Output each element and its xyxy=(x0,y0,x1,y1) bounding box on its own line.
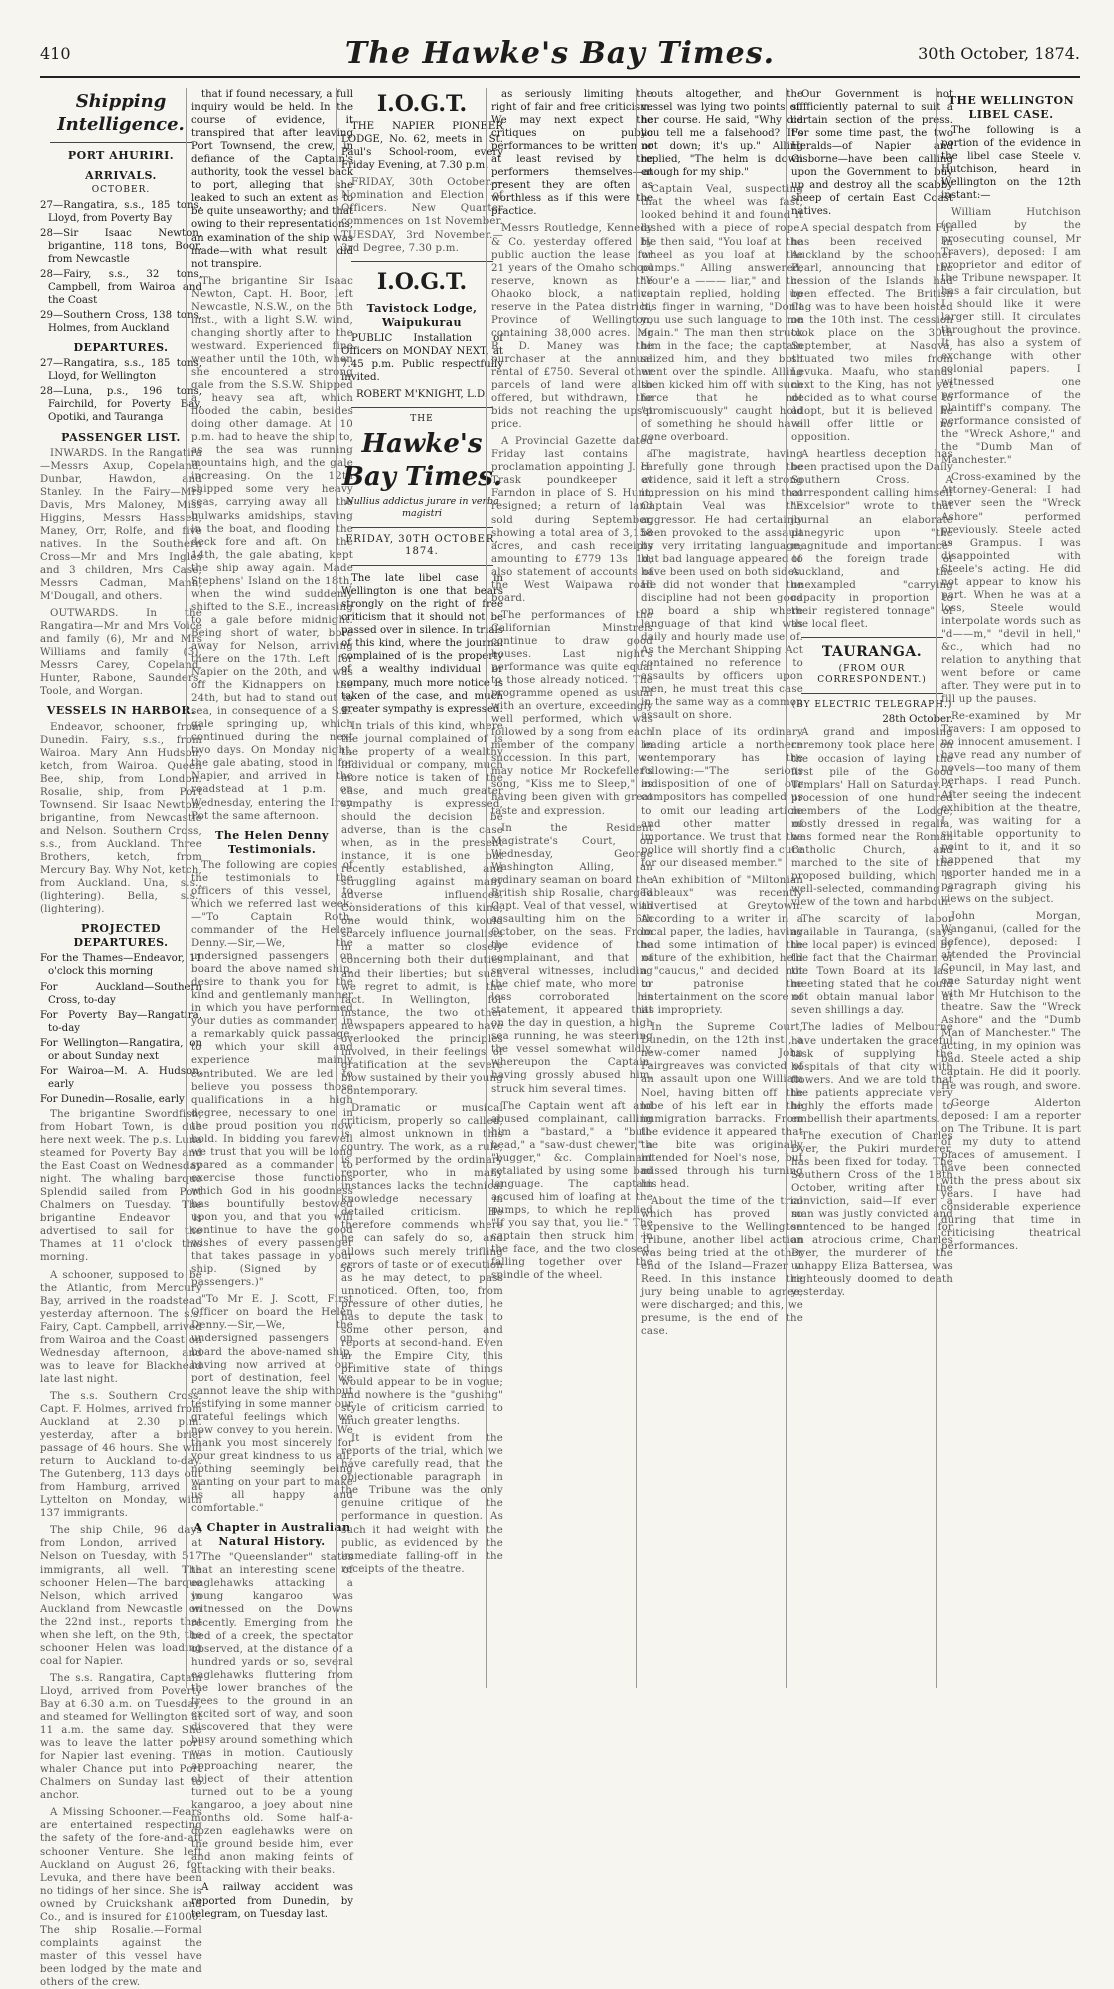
article-body: In place of its ordinary leading article a northern contemporary has the following:—"The serious indisposition of one of our compositors has compelled us to omit our leading article and other matter of importance. We trust that the police will shortly find a cure for our diseased member." xyxy=(641,727,803,869)
shipping-news: A schooner, supposed to be the Atlantic, from Mercury Bay, arrived in the roadstead yesterday afternoon. The s.s. Fairy, Capt. Campbell, arrived from Wairoa and the Coast on Wednesday afternoon, and was to leave for Blackhead late last night. xyxy=(40,1269,202,1385)
article-body: In the Supreme Court, Dunedin, on the 12th inst., a new-comer named John Fairgreaves was convicted of an assault upon one William Noel, having bitten off the lobe of his left ear in the immigration barracks. From the evidence it appeared that the bite was originally intended for Noel's nose, but missed through his turning his head. xyxy=(641,1022,803,1190)
motto: Nullius addictus jurare in verba magistri xyxy=(345,496,499,520)
article-body: The performances of the Californian Minstrels continue to draw good houses. Last night's performance was quite equal to those already noticed. The programme opened as usual with an overture, exceedingly well performed, which was followed by a song from each member of the company in succession. In this part, we may notice Mr Rockefeller's song, "Kiss me to Sleep," as having been given with great taste and expression. xyxy=(491,609,653,817)
projected-entry: For the Thames—Endeavor, 11 o'clock this morning xyxy=(40,953,202,978)
divider xyxy=(801,637,943,638)
article-body: A Provincial Gazette dated Friday last contains a proclamation appointing J. H. Trask poundkeeper at Farndon in place of S. Hunt, resigned; a return of land sold during September, showing a total area of 3,158 acres, and cash receipts amounting to £779 13s 1d; also statement of accounts of the West Waipawa road board. xyxy=(491,436,653,604)
arrivals-heading: ARRIVALS. xyxy=(85,169,157,183)
column-6 xyxy=(786,88,953,1688)
article-body: Messrs Routledge, Kennedy & Co. yesterday offered by public auction the lease for 21 years of the Omaho school reserve, known as the Ohaoko block, a native reserve in the Patea district, Province of Wellington, containing 38,000 acres. Mr R. D. Maney was the purchaser at the annual rental of £750. Several other parcels of land were also offered, but withdrawn, the bids not reaching the upset price. xyxy=(491,223,653,431)
tauranga-heading: TAURANGA. xyxy=(821,643,923,660)
the-label: THE xyxy=(410,414,434,425)
passenger-text: OUTWARDS. In the Rangatira—Mr and Mrs Voice and family (6), Mr and Mrs Williams and family (3), Messrs Carey, Copeland, Hunter, Rabone, Saunders, Toole, and Worgan. xyxy=(40,608,202,698)
article-body: that if found necessary, a full inquiry would be held. In the course of evidence, it transpired that after leaving Port Townsend, the crew, in defiance of the Captain's authority, took the vessel back to port, alleging that she leaked to such an extent as to be quite unseaworthy; and that owing to their representations, an examination of the ship was made—with what result did not transpire. xyxy=(191,89,353,270)
libel-heading: THE WELLINGTON LIBEL CASE. xyxy=(947,94,1075,122)
column-1 xyxy=(40,88,202,1988)
article-body: The following is a portion of the evidence in the libel case Steele v. Hutchison, heard in Wellington on the 12th instant:— xyxy=(941,125,1081,202)
column-3 xyxy=(336,88,503,1688)
article-body: The execution of Charles Dyer, the Pukiri murderer, has been fixed for today. The Southern Cross of the 18th October, writing after the conviction, said—If ever a man was justly convicted and sentenced to be hanged for an atrocious crime, Charles Dyer, the murderer of the unhappy Eliza Battersea, was righteously doomed to death yesterday. xyxy=(791,1130,953,1299)
article-body: A heartless deception has been practised upon the Daily Southern Cross. A correspondent calling himself "Excelsior" wrote to that journal an elaborate panegyric upon "the magnitude and importance" of the foreign trade of Auckland, and the unexampled "carrying capacity in proportion to their registered tonnage" of the local fleet. xyxy=(791,449,953,630)
projected-entry: For Wellington—Rangatira, on or about Sunday next xyxy=(40,1037,202,1062)
article-body: outs altogether, and the vessel was lying two points off her course. He said, "Why did you tell me a falsehood? It's not down; it's up." Alling replied, "The helm is down enough for my ship." xyxy=(641,89,803,179)
shipping-news: The s.s. Rangatira, Captain Lloyd, arrived from Poverty Bay at 6.30 a.m. on Tuesday, and steamed for Wellington at 11 a.m. the same day. She was to leave the latter port for Napier last evening. The whaler Chance put into Port Chalmers on Sunday last to anchor. xyxy=(40,1672,202,1802)
iogt-title: I.O.G.T. xyxy=(376,268,468,295)
port-heading: PORT AHURIRI. xyxy=(67,149,175,163)
article-body: A grand and imposing ceremony took place here on the occasion of laying the first pile of the Good Templars' Hall on Saturday. A procession of one hundred members of the Lodge, mostly dressed in regalia, was formed near the Roman Catholic Church, and marched to the site of the proposed building, which is well-selected, commanding a view of the town and harbour. xyxy=(791,727,953,909)
issue-date: 30th October, 1874. xyxy=(918,44,1080,63)
iogt-notice: PUBLIC Installation of Officers on MONDAY NEXT, at 7.45 p.m. Public respectfully invited. xyxy=(341,332,503,384)
arrival-entry: 27—Rangatira, s.s., 185 tons, Lloyd, from Poverty Bay xyxy=(40,199,202,224)
chapter-heading: A Chapter in Australian Natural History. xyxy=(193,1521,351,1549)
shipping-news: A Missing Schooner.—Fears are entertained respecting the safety of the fore-and-aft schooner Venture. She left Auckland on August 26, for Levuka, and there have been no tidings of her since. She is owned by Cruickshank and Co., and is insured for £1000. The ship Rosalie.—Formal complaints against the master of this vessel have been lodged by the mate and others of the crew. xyxy=(40,1807,202,1988)
paper-title: Hawke's Bay Times. xyxy=(342,428,502,492)
shipping-news: The brigantine Swordfish, from Hobart Town, is due here next week. The p.s. Luna steamed for Poverty Bay and the East Coast on Wednesday night. The whaling barque Splendid sailed from Port Chalmers on Tuesday. The brigantine Endeavor is advertised to sail for the Thames at 11 o'clock this morning. xyxy=(40,1108,202,1264)
article-body: The "Queenslander" states that an interesting scene of eaglehawks attacking a young kangaroo was witnessed on the Downs recently. Emerging from the bed of a creek, the spectator observed, at the distance of a hundred yards or so, several eaglehawks fluttering from the lower branches of the trees to the ground in an excited sort of way, and soon discovered that they were busy around something which was in motion. Cautiously approaching nearer, the object of their attention turned out to be a young kangaroo, a joey about nine months old. Some half-a-dozen eaglehawks were on the ground beside him, ever and anon making feints of attacking with their beaks. xyxy=(191,1552,353,1877)
masthead xyxy=(40,36,1080,78)
passenger-text: INWARDS. In the Rangatira—Messrs Axup, Copeland, Dunbar, Hawdon, and Stanley. In the Fairy—Mrs Davis, Mrs Maloney, Miss Higgins, Messrs Hassell, Maney, Orr, Rolfe, and five natives. In the Southern Cross—Mr and Mrs Ingles and 3 children, Mrs Case, Messrs Cadman, Mann, M'Dougall, and others. xyxy=(40,447,202,603)
arrival-entry: 28—Fairy, s.s., 32 tons, Campbell, from Wairoa and the Coast xyxy=(40,268,202,307)
column-7 xyxy=(936,88,1081,1688)
article-body: The brigantine Sir Isaac Newton, Capt. H. Boor, left Newcastle, N.S.W., on the 5th inst., with a light S.W. wind, changing shortly after to the westward. Experienced fine weather until the 10th, when she encountered a strong gale from the S.S.W. Shipped a heavy sea aft, which flooded the cabin, besides doing other damage. At 10 p.m. had to heave the ship to, as the sea was running mountains high, and the gale increasing. On the 12th shipped some very heavy seas, carrying away all the bulwarks amidships, staving in the boat, and flooding the deck fore and aft. On the 14th, the gale abating, kept the ship away again. Made Stephens' Island on the 18th, when the wind suddenly shifted to the S.E., increasing to a gale before midnight. Being short of water, bore away for Nelson, arriving there on the 17th. Left for Napier on the 20th, and was off the Kidnappers on the 24th, but had to stand out to sea, in consequence of a S.E. gale springing up, which continued during the next two days. On Monday night, the gale abating, stood in for Napier, and arrived in the roadstead at 1 p.m. on Wednesday, entering the Iron Pot the same afternoon. xyxy=(191,275,353,822)
shipping-title: Shipping Intelligence. xyxy=(57,91,185,136)
article-body: Our Government is not sufficiently paternal to suit a certain section of the press. For some time past, the two Heralds—of Napier and Gisborne—have been calling upon the Government to buy up and destroy all the scabby sheep of certain East Coast natives. xyxy=(791,89,953,218)
vessels-text: Endeavor, schooner, from Dunedin. Fairy, s.s., from Wairoa. Mary Ann Hudson, ketch, from Wairoa. Queen Bee, ship, from London. Rosalie, ship, from Port Townsend. Sir Isaac Newton, brigantine, from Newcastle and Nelson. Southern Cross, s.s., from Auckland. Three Brothers, ketch, from Mercury Bay. Why Not, ketch, from Auckland. Una, s.s., (lightering). Bella, s.s., (lightering). xyxy=(40,721,202,916)
article-body: "To Mr E. J. Scott, First Officer on board the Helen Denny.—Sir,—We, the undersigned passengers on board the above-named ship, having now arrived at our port of destination, feel we cannot leave the ship without testifying in some manner our grateful feelings which we now convey to you herein. We thank you most sincerely for your great kindness to us all, nothing seemingly being wanting on your part to make us all happy and comfortable." xyxy=(191,1294,353,1515)
arrivals-month: OCTOBER. xyxy=(91,185,151,196)
newspaper-title: The Hawke's Bay Times. xyxy=(344,36,776,71)
vessels-heading: VESSELS IN HARBOR. xyxy=(46,704,196,718)
article-body: The ladies of Melbourne have undertaken the graceful task of supplying the hospitals of that city with flowers. And we are told that the patients appreciate very highly the efforts made to embellish their apartments. xyxy=(791,1022,953,1125)
article-body: Cross-examined by the Attorney-General: I had never seen the "Wreck Ashore" performed previously. Steele acted as Grampus. I was disappointed with Steele's acting. He did not appear to know his part. When he was at a loss, Steele would interpolate words such as "d——m," "devil in hell," &c., which had no relation to anything that went before or came after. They were put in to fill up the pauses. xyxy=(941,472,1081,706)
tauranga-sub: (FROM OUR CORRESPONDENT.) xyxy=(817,663,927,686)
column-4 xyxy=(486,88,653,1688)
tauranga-telegraph: (BY ELECTRIC TELEGRAPH.) xyxy=(791,699,953,710)
projected-entry: For Wairoa—M. A. Hudson, early xyxy=(40,1065,202,1090)
article-body: In the Resident Magistrate's Court, on Wednesday, George Washington Alling, an ordinary seaman on board the British ship Rosalie, charged Capt. Veal of that vessel, with assaulting him on the 6th October, on the seas. From the evidence of the complainant, and that of several witnesses, including the chief mate, who more or less corroborated his statement, it appeared that on the day in question, a high sea running, he was steering the vessel somewhat wildly, whereupon the Captain, having grossly abused him, struck him several times. xyxy=(491,822,653,1095)
dateline: FRIDAY, 30TH OCTOBER, 1874. xyxy=(345,533,499,558)
divider xyxy=(351,261,493,262)
article-body: A railway accident was reported from Dunedin, by telegram, on Tuesday last. xyxy=(191,1882,353,1920)
leader-text: In trials of this kind, where the journal complained of is the property of a wealthy individual or company, much more notice is taken of the case, and much greater sympathy is expressed, should the decision be adverse, than is the case when, as in the present instance, it is one but recently established, and struggling against many adverse influences. Considerations of this kind, one would think, would scarcely influence journalists in a matter so closely concerning both their duties and their liberties; but such we regret to admit, is the fact. In Wellington, for instance, the two other newspapers appeared to have overlooked the principles involved, in their feelings of gratification at the severe blow sustained by their young contemporary. xyxy=(341,720,503,1097)
page-number: 410 xyxy=(40,44,71,63)
columns xyxy=(40,88,1081,1988)
shipping-news: The ship Chile, 96 days from London, arrived at Nelson on Tuesday, with 517 immigrants, all well. The schooner Helen—The barque Nelson, which arrived in Auckland from Newcastle on the 22nd inst., reports that when she left, on the 9th, the schooner Helen was loading coal for Napier. xyxy=(40,1525,202,1667)
divider xyxy=(50,142,192,143)
article-body: About the time of the trial which has proved so expensive to the Wellington Tribune, another libel action was being tried at the other end of the Island—Frazer v. Reed. In this instance the jury being unable to agree, were discharged; and this, we presume, is the end of the case. xyxy=(641,1195,803,1338)
iogt-notice: THE NAPIER PIONEER LODGE, No. 62, meets in St. Paul's School-room, every Friday Evening, at 7.30 p.m. xyxy=(341,121,503,172)
arrival-entry: 29—Southern Cross, 138 tons, Holmes, from Auckland xyxy=(40,310,202,335)
article-body: George Alderton deposed: I am a reporter on The Tribune. It is part of my duty to attend places of amusement. I have been connected with the press about six years. I have had considerable experience during that time in criticising theatrical performances. xyxy=(941,1097,1081,1253)
divider xyxy=(351,527,493,528)
tauranga-date: 28th October. xyxy=(882,714,953,726)
article-body: The following are copies of the testimonials to the officers of this vessel, to which we referred last week:—"To Captain Roth, commander of the Helen Denny.—Sir,—We, the undersigned passengers on board the above named ship, desire to thank you for the kind and gentlemanly manner in which you have performed your duties as commander, in a remarkably quick passage, to which your skill and experience mainly contributed. We are led to believe you possess those qualifications in a high degree, necessary to one in the proud position you now hold. In bidding you farewell we trust that you will be long spared as a commander to exercise those functions which God in his goodness has bountifully bestowed upon you, and that you will continue to have the good wishes of every passenger that takes passage in your ship. (Signed by 56 passengers.)" xyxy=(191,859,353,1289)
column-2 xyxy=(186,88,353,1920)
article-body: Captain Veal, suspecting that the wheel was fast, looked behind it and found it lashed with a piece of rope. He then said, "You loaf at the wheel as you loaf at the pumps." Alling answered, "Your'e a ——— liar," and the captain replied, holding up his finger in warning, "Don't you use such language to me again." The man then struck him in the face; the captain seized him, and they both went over the spindle. Alling then kicked him off with such force that he not "promiscuously" caught hold of something he should have gone overboard. xyxy=(641,184,803,444)
passenger-heading: PASSENGER LIST. xyxy=(61,430,181,444)
iogt-notice: FRIDAY, 30th October.—Nomination and Election of Officers. New Quarter commences on 1st November. TUESDAY, 3rd November.—3rd Degree, 7.30 p.m. xyxy=(341,177,503,254)
leader-text: The late libel case in Wellington is one that bears strongly on the right of free criticism that it should not be passed over in silence. In trials of this kind, where the journal complained of is the property of a wealthy individual or company, much more notice is taken of the case, and much greater sympathy is expressed. xyxy=(341,573,503,715)
divider xyxy=(351,565,493,566)
iogt-title: I.O.G.T. xyxy=(376,91,468,117)
column-5 xyxy=(636,88,803,1688)
leader-text: It is evident from the reports of the trial, which we have carefully read, that the objectionable paragraph in the Tribune was the only genuine critique of the performance in question. As such it had weight with the public, as evidenced by the immediate falling-off in the receipts of the theatre. xyxy=(341,1433,503,1575)
article-body: The scarcity of labor available in Tauranga, (says the local paper) is evinced by the fact that the Chairman of the Town Board at its last meeting stated that he could not obtain manual labor at seven shillings a day. xyxy=(791,914,953,1017)
projected-entry: For Auckland—Southern Cross, to-day xyxy=(40,981,202,1006)
iogt-subtitle: Tavistock Lodge, Waipukurau xyxy=(366,301,478,329)
article-body: An exhibition of "Miltonian Tableaux" was recently advertised at Greytown. According to a writer in a local paper, the ladies, having had some intimation of the nature of the exhibition, held a "caucus," and decided not to patronise the entertainment on the score of its impropriety. xyxy=(641,874,803,1017)
article-body: John Morgan, Wanganui, (called for the defence), deposed: I attended the Provincial Council, in May last, and one Saturday night went with Mr Hutchison to the theatre. Saw the "Wreck Ashore" and the "Dumb Man of Manchester." The acting, in my opinion was bad. Steele acted a ship captain. He did it poorly. He was rough, and swore. xyxy=(941,910,1081,1092)
divider xyxy=(801,693,943,694)
article-body: The Captain went aft and abused complainant, calling him a "bastard," a "bull-head," a "saw-dust chewer," a "bugger," &c. Complainant retaliated by using some bad language. The captain accused him of loafing at the pumps, to which he replied "If you say that, you lie." The captain then struck him in the face, and the two closed, falling together over the spindle of the wheel. xyxy=(491,1100,653,1282)
article-body: The magistrate, having carefully gone through the evidence, said it left a strong impression on his mind that Captain Veal was the aggressor. He had certainly been provoked to the assault by very irritating language; but bad language appeared to have been used on both sides. He did not wonder that the discipline had not been good on board a ship where language of that kind was daily and hourly made use of. As the Merchant Shipping Act contained no reference to assaults by officers upon men, he must treat this case in the same way as a common assault on shore. xyxy=(641,449,803,722)
departure-entry: 28—Luna, p.s., 196 tons, Fairchild, for Poverty Bay, Opotiki, and Tauranga xyxy=(40,386,202,424)
shipping-news: The s.s. Southern Cross, Capt. F. Holmes, arrived from Auckland at 2.30 p.m. yesterday, after a brief passage of 46 hours. She will return to Auckland to-day. The Gutenberg, 113 days out from Hamburg, arrived at Lyttelton on Monday, with 137 immigrants. xyxy=(40,1390,202,1520)
leader-text: Dramatic or musical criticism, properly so called, is almost unknown in this country. The work, as a rule, is performed by the ordinary reporter, who in many instances lacks the technical knowledge necessary in detailed criticism. He therefore commends where he can safely do so, and allows such merely trifling errors of taste or of execution as he may detect, to pass unnoticed. Often, too, from pressure of other duties, he has to depute the task to some other person, and reports at second-hand. Even in the Empire City, this primitive state of things would appear to be in vogue; and nowhere is the "gushing" style of criticism carried to much greater lengths. xyxy=(341,1103,503,1428)
iogt-signature: ROBERT M'KNIGHT, L.D. xyxy=(355,389,489,401)
testimonials-heading: The Helen Denny Testimonials. xyxy=(215,828,329,856)
departures-heading: DEPARTURES. xyxy=(73,341,169,355)
article-body: William Hutchison (called by the prosecuting counsel, Mr Travers), deposed: I am proprietor and editor of the Tribune newspaper. It has a fair circulation, but I should like it were larger still. It circulates throughout the province. It has also a system of exchange with other colonial papers. I witnessed one performance of the plaintiff's company. The performance consisted of the "Wreck Ashore," and the "Dumb Man of Manchester." xyxy=(941,207,1081,467)
article-body: Re-examined by Mr Travers: I am opposed to no innocent amusement. I have read any number of novels—too many of them perhaps. I read Punch. After seeing the indecent exhibition at the theatre, I was waiting for a suitable opportunity to point to it, and it so happened that my reporter handed me in a paragraph giving his views on the subject. xyxy=(941,711,1081,905)
article-body: as seriously limiting the right of fair and free criticism. We may next expect the critiques on public performances to be written or at least revised by the performers themselves—at present they are often as worthless as if this were the practice. xyxy=(491,89,653,218)
projected-entry: For Poverty Bay—Rangatira, to-day xyxy=(40,1009,202,1034)
departure-entry: 27—Rangatira, s.s., 185 tons, Lloyd, for Wellington xyxy=(40,358,202,383)
divider xyxy=(351,407,493,408)
arrival-entry: 28—Sir Isaac Newton, brigantine, 118 tons, Boor, from Newcastle xyxy=(40,227,202,265)
article-body: A special despatch from Fiji has been received in Auckland by the schooner Pearl, announcing that the cession of the Islands had been effected. The British flag was to have been hoisted on the 10th inst. The cession took place on the 30th September, at Nasova, situated two miles from Levuka. Maafu, who stands next to the King, has not yet decided as to what course to adopt, but it is believed he will offer little or no opposition. xyxy=(791,223,953,444)
projected-entry: For Dunedin—Rosalie, early xyxy=(40,1093,185,1105)
projected-heading: PROJECTED DEPARTURES. xyxy=(73,922,169,950)
